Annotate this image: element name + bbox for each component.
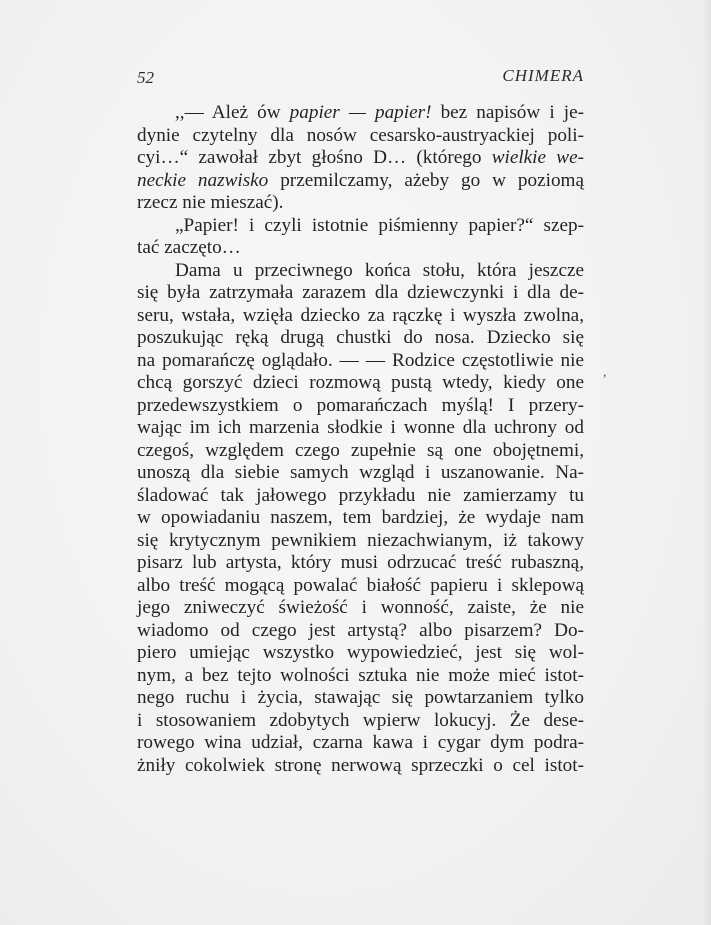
italic-text: neckie nazwisko — [137, 169, 269, 191]
text-line — [137, 620, 584, 643]
body-text — [137, 102, 584, 777]
text-run: poszukując ręką drugą chustki do nosa. Dziecko się — [137, 327, 584, 348]
text-line — [137, 102, 584, 125]
text-run: cyi…“ zawołał zbyt głośno D… (którego — [137, 147, 492, 168]
text-run: śladować tak jałowego przykładu nie zamierzamy tu — [137, 484, 584, 506]
text-run: się krytycznym pewnikiem niezachwianym, iż takowy — [137, 529, 584, 551]
text-line — [137, 305, 584, 328]
text-line — [137, 575, 584, 598]
text-line — [137, 710, 584, 733]
text-line — [137, 552, 584, 575]
text-run: „Papier! i czyli istotnie piśmienny papier?“ szep- — [175, 214, 584, 236]
text-run: unoszą dla siebie samych wzgląd i uszanowanie. Na- — [137, 462, 584, 483]
text-line — [137, 732, 584, 755]
text-run: przemilczamy, ażeby go w poziomą — [268, 169, 584, 191]
text-run: żniły cokolwiek stronę nerwową sprzeczki o cel istot- — [137, 754, 584, 776]
text-run: rowego wina udział, czarna kawa i cygar dym podra- — [137, 732, 584, 753]
text-run: Dama u przeciwnego końca stołu, która jeszcze — [175, 259, 584, 281]
text-line — [137, 597, 584, 620]
text-line — [137, 350, 584, 373]
text-run: ,,— Ależ ów — [175, 102, 290, 123]
text-run: piero umiejąc wszystko wypowiedzieć, jest się wol- — [137, 642, 584, 663]
paragraph — [137, 215, 584, 260]
italic-text: papier — papier! — [289, 102, 432, 123]
text-line — [137, 170, 584, 193]
text-line — [137, 440, 584, 463]
text-line — [137, 507, 584, 530]
text-line — [137, 327, 584, 350]
text-line — [137, 237, 584, 260]
margin-mark: , — [603, 365, 607, 380]
text-run: rzecz nie mieszać). — [137, 192, 284, 213]
text-run: jego zniweczyć świeżość i wonność, zaiste, że nie — [137, 597, 584, 618]
text-line — [137, 125, 584, 148]
text-run: i stosowaniem zdobytych wpierw lokucyj. Że dese- — [137, 709, 584, 731]
text-run: bez napisów i je- — [431, 102, 584, 123]
paragraph — [137, 260, 584, 778]
text-line — [137, 642, 584, 665]
text-run: czegoś, względem czego zupełnie są one obojętnemi, — [137, 439, 584, 461]
text-line — [137, 260, 584, 283]
text-line — [137, 462, 584, 485]
text-run: nego ruchu i życia, stawając się powtarzaniem tylko — [137, 687, 584, 708]
paragraph — [137, 102, 584, 215]
text-line — [137, 755, 584, 778]
text-run: się była zatrzymała zarazem dla dziewczynki i dla de- — [137, 282, 584, 303]
text-line — [137, 530, 584, 553]
text-line — [137, 215, 584, 238]
text-run: pisarz lub artysta, który musi odrzucać treść rubaszną, — [137, 552, 584, 573]
text-run: nym, a bez tejto wolności sztuka nie może mieć istot- — [137, 664, 584, 686]
text-line — [137, 282, 584, 305]
text-line — [137, 665, 584, 688]
text-line — [137, 417, 584, 440]
text-line — [137, 485, 584, 508]
page-number: 52 — [137, 68, 154, 87]
text-run: tać zaczęto… — [137, 237, 241, 258]
text-run: chcą gorszyć dzieci rozmową pustą wtedy, kiedy one — [137, 372, 584, 393]
text-line — [137, 372, 584, 395]
italic-text: wielkie we- — [491, 147, 585, 168]
text-run: wając im ich marzenia słodkie i wonne dla uchrony od — [137, 417, 584, 438]
text-line — [137, 192, 584, 215]
text-line — [137, 395, 584, 418]
text-run: seru, wstała, wzięła dziecko za rączkę i wyszła zwolna, — [137, 304, 584, 326]
running-head — [137, 66, 584, 92]
text-line — [137, 687, 584, 710]
journal-title: CHIMERA — [502, 66, 584, 85]
text-run: wiadomo od czego jest artystą? albo pisarzem? Do- — [137, 619, 584, 641]
text-run: albo treść mogącą powalać białość papieru i sklepową — [137, 574, 584, 596]
text-run: w opowiadaniu naszem, tem bardziej, że wydaje nam — [137, 507, 584, 528]
page-edge-shadow — [703, 0, 711, 925]
text-run: na pomarańczę oglądało. — — Rodzice częstotliwie nie — [137, 349, 584, 371]
text-line — [137, 147, 584, 170]
text-run: przedewszystkiem o pomarańczach myślą! I przery- — [137, 394, 584, 416]
text-run: dynie czytelny dla nosów cesarsko-austryackiej poli- — [137, 124, 584, 146]
